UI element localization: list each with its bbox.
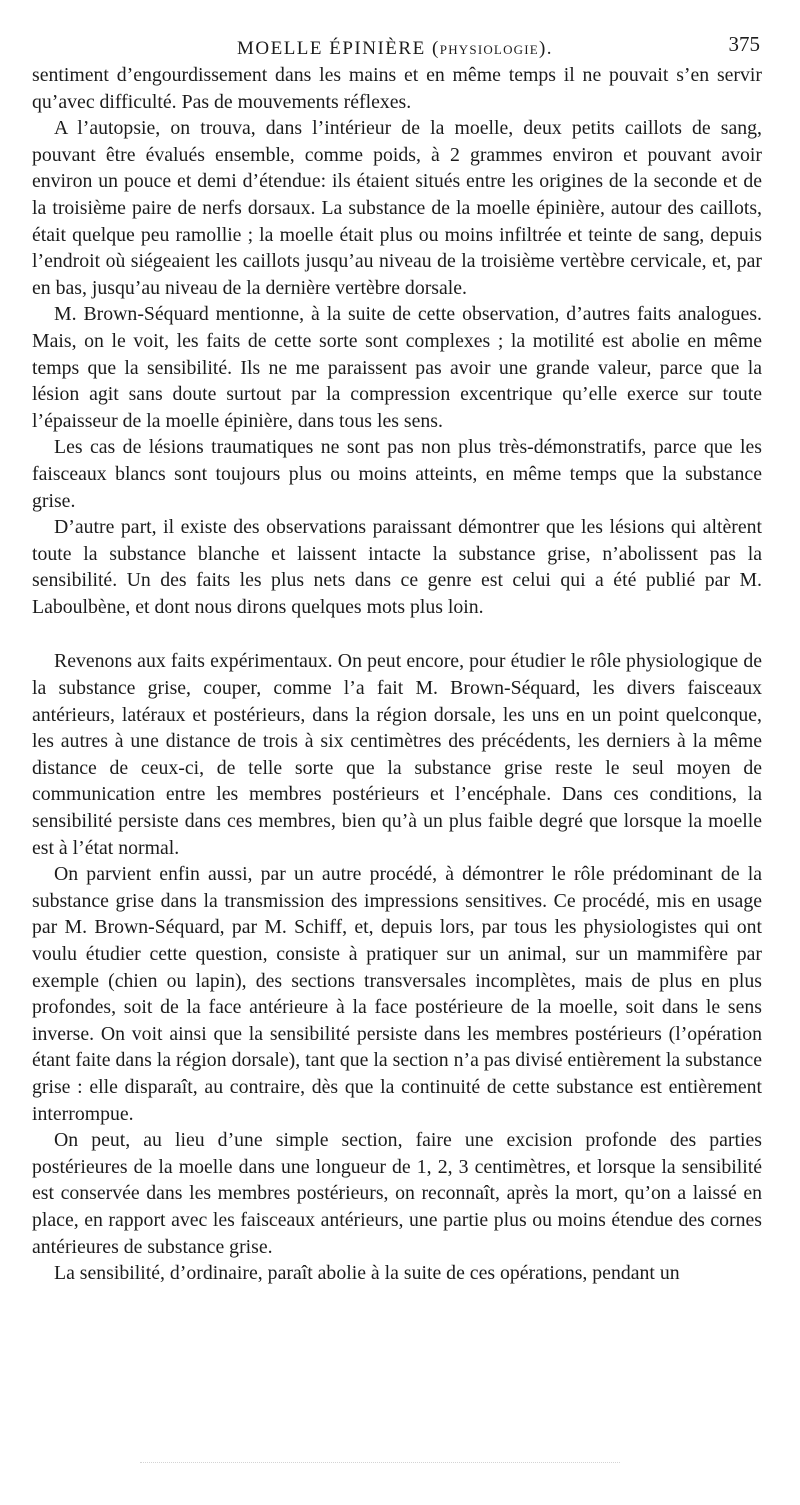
footer-bleed-through — [140, 1462, 620, 1471]
page-number: 375 — [728, 32, 760, 56]
body-text — [32, 62, 762, 1287]
paragraph-continuation: sentiment d’engourdissement dans les mains et en même temps il ne pouvait s’en servir qu’avec difficulté. Pas de mouvements réflexes. — [32, 64, 762, 113]
running-title-end: ). — [538, 38, 554, 59]
paragraph-observations: D’autre part, il existe des observations paraissant démontrer que les lésions qui altèrent toute la substance blanche et laissent intacte la substance grise, n’abolissent pas la sensibilité. Un des faits les plus nets dans ce genre est celui qui a été publié par M. Laboulbène, et dont nous dirons quelques mots plus loin. — [32, 516, 762, 618]
running-title-main: MOELLE ÉPINIÈRE ( — [236, 38, 440, 59]
running-title — [30, 38, 760, 60]
paragraph-autopsy: A l’autopsie, on trouva, dans l’intérieur de la moelle, deux petits caillots de sang, pouvant être évalués ensemble, comme poids, à 2 grammes environ et pouvant avoir environ un pouce et demi d’étendue: ils étaient situés entre les origines de la seconde et de la troisième paire de nerfs dorsaux. La substance de la moelle épinière, autour des caillots, était quelque peu ramollie ; la moelle était plus ou moins infiltrée et teinte de sang, depuis l’endroit où siégeaient les caillots jusqu’au niveau de la troisième vertèbre cervicale, et, par en bas, jusqu’au niveau de la dernière vertèbre dorsale. — [32, 117, 762, 299]
running-head — [30, 32, 760, 62]
paragraph-procedure: On parvient enfin aussi, par un autre procédé, à démontrer le rôle prédominant de la substance grise dans la transmission des impressions sensitives. Ce procédé, mis en usage par M. Brown-Séquard, par M. Schiff, et, depuis lors, par tous les physiologistes qui ont voulu étudier cette question, consiste à pratiquer sur un animal, sur un mammifère par exemple (chien ou lapin), des sections transversales incomplètes, mais de plus en plus profondes, soit de la face antérieure à la face postérieure de la moelle, soit dans le sens inverse. On voit ainsi que la sensibilité persiste dans les membres postérieurs (l’opération étant faite dans la région dorsale), tant que la section n’a pas divisé entièrement la substance grise : elle disparaît, au contraire, dès que la continuité de cette substance est entièrement interrompue. — [32, 863, 762, 1125]
paragraph-sensibility: La sensibilité, d’ordinaire, paraît abolie à la suite de ces opérations, pendant un — [54, 1262, 680, 1285]
running-title-section: PHYSIOLOGIE — [439, 42, 539, 57]
paragraph-excision: On peut, au lieu d’une simple section, faire une excision profonde des parties postérieures de la moelle dans une longueur de 1, 2, 3 centimètres, et lorsque la sensibilité est conservée dans les membres postérieurs, on reconnaît, après la mort, qu’on a laissé en place, en rapport avec les faisceaux antérieurs, une partie plus ou moins étendue des cornes antérieures de substance grise. — [32, 1129, 762, 1258]
paragraph-brown-sequard: M. Brown-Séquard mentionne, à la suite de cette observation, d’autres faits analogues. Mais, on le voit, les faits de cette sorte sont complexes ; la motilité est abolie en même temps que la sensibilité. Ils ne me paraissent pas avoir une grande valeur, parce que la lésion agit sans doute surtout par la compression excentrique qu’elle exerce sur toute l’épaisseur de la moelle épinière, dans tous les sens. — [32, 303, 762, 432]
paragraph-traumatic-lesions: Les cas de lésions traumatiques ne sont pas non plus très-démonstratifs, parce que les faisceaux blancs sont toujours plus ou moins atteints, en même temps que la substance grise. — [32, 436, 762, 512]
paragraph-experimental-facts: Revenons aux faits expérimentaux. On peut encore, pour étudier le rôle physiologique de la substance grise, couper, comme l’a fait M. Brown-Séquard, les divers faisceaux antérieurs, latéraux et postérieurs, dans la région dorsale, les uns en un point quelconque, les autres à une distance de trois à six centimètres des précédents, les derniers à la même distance de ceux-ci, de telle sorte que la substance grise reste le seul moyen de communication entre les membres postérieurs et l’encéphale. Dans ces conditions, la sensibilité persiste dans ces membres, bien qu’à un plus faible degré que lorsque la moelle est à l’état normal. — [32, 650, 762, 859]
